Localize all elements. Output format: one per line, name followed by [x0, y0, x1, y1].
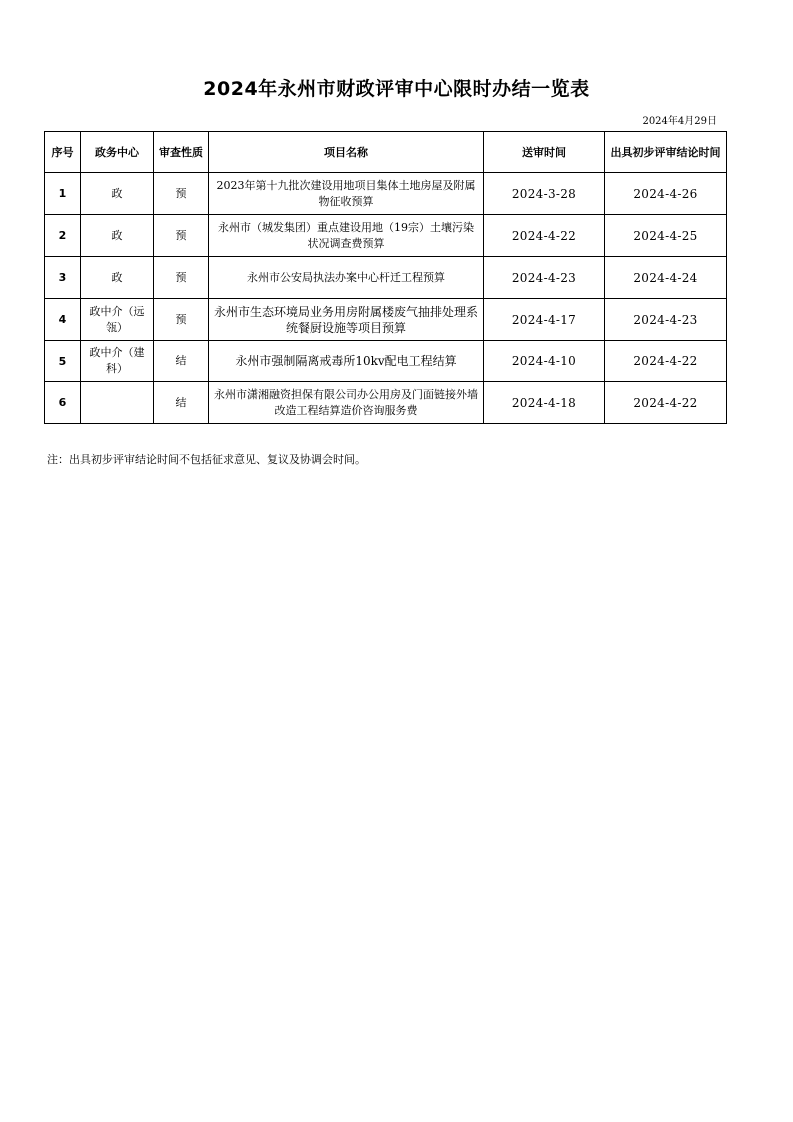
row-center: 政	[81, 257, 154, 299]
row-conclusion-time: 2024-4-22	[605, 382, 727, 424]
row-center: 政	[81, 215, 154, 257]
header-nature: 审查性质	[154, 132, 209, 173]
report-date: 2024年4月29日	[642, 116, 717, 127]
row-center: 政中介（远瓴）	[81, 299, 154, 341]
page-title: 2024年永州市财政评审中心限时办结一览表	[203, 78, 590, 100]
header-submit-time: 送审时间	[484, 132, 605, 173]
row-conclusion-time: 2024-4-22	[605, 341, 727, 382]
table-row	[45, 382, 727, 424]
row-center: 政中介（建科）	[81, 341, 154, 382]
row-nature: 预	[154, 299, 209, 341]
row-project: 永州市生态环境局业务用房附属楼废气抽排处理系统餐厨设施等项目预算	[209, 299, 484, 341]
row-seq: 4	[45, 299, 81, 341]
row-nature: 预	[154, 173, 209, 215]
row-submit-time: 2024-4-23	[484, 257, 605, 299]
row-conclusion-time: 2024-4-26	[605, 173, 727, 215]
row-nature: 结	[154, 382, 209, 424]
row-submit-time: 2024-4-10	[484, 341, 605, 382]
row-submit-time: 2024-4-18	[484, 382, 605, 424]
row-project: 永州市潇湘融资担保有限公司办公用房及门面链接外墙改造工程结算造价咨询服务费	[209, 382, 484, 424]
review-summary-table	[44, 131, 727, 424]
table-row	[45, 257, 727, 299]
row-center	[81, 382, 154, 424]
row-conclusion-time: 2024-4-25	[605, 215, 727, 257]
row-nature: 预	[154, 215, 209, 257]
row-seq: 1	[45, 173, 81, 215]
row-conclusion-time: 2024-4-23	[605, 299, 727, 341]
header-seq: 序号	[45, 132, 81, 173]
header-conclusion-time: 出具初步评审结论时间	[605, 132, 727, 173]
row-seq: 6	[45, 382, 81, 424]
table-row	[45, 215, 727, 257]
table-row	[45, 173, 727, 215]
header-center: 政务中心	[81, 132, 154, 173]
row-project: 永州市强制隔离戒毒所10kv配电工程结算	[209, 341, 484, 382]
row-nature: 结	[154, 341, 209, 382]
row-submit-time: 2024-3-28	[484, 173, 605, 215]
header-project: 项目名称	[209, 132, 484, 173]
table-row	[45, 341, 727, 382]
row-conclusion-time: 2024-4-24	[605, 257, 727, 299]
row-submit-time: 2024-4-22	[484, 215, 605, 257]
row-center: 政	[81, 173, 154, 215]
row-project: 永州市（城发集团）重点建设用地（19宗）土壤污染状况调查费预算	[209, 215, 484, 257]
footnote: 注：出具初步评审结论时间不包括征求意见、复议及协调会时间。	[47, 453, 366, 466]
row-seq: 3	[45, 257, 81, 299]
row-seq: 2	[45, 215, 81, 257]
table-header-row	[45, 132, 727, 173]
row-submit-time: 2024-4-17	[484, 299, 605, 341]
row-seq: 5	[45, 341, 81, 382]
table-row	[45, 299, 727, 341]
row-nature: 预	[154, 257, 209, 299]
row-project: 2023年第十九批次建设用地项目集体土地房屋及附属物征收预算	[209, 173, 484, 215]
row-project: 永州市公安局执法办案中心杆迁工程预算	[209, 257, 484, 299]
